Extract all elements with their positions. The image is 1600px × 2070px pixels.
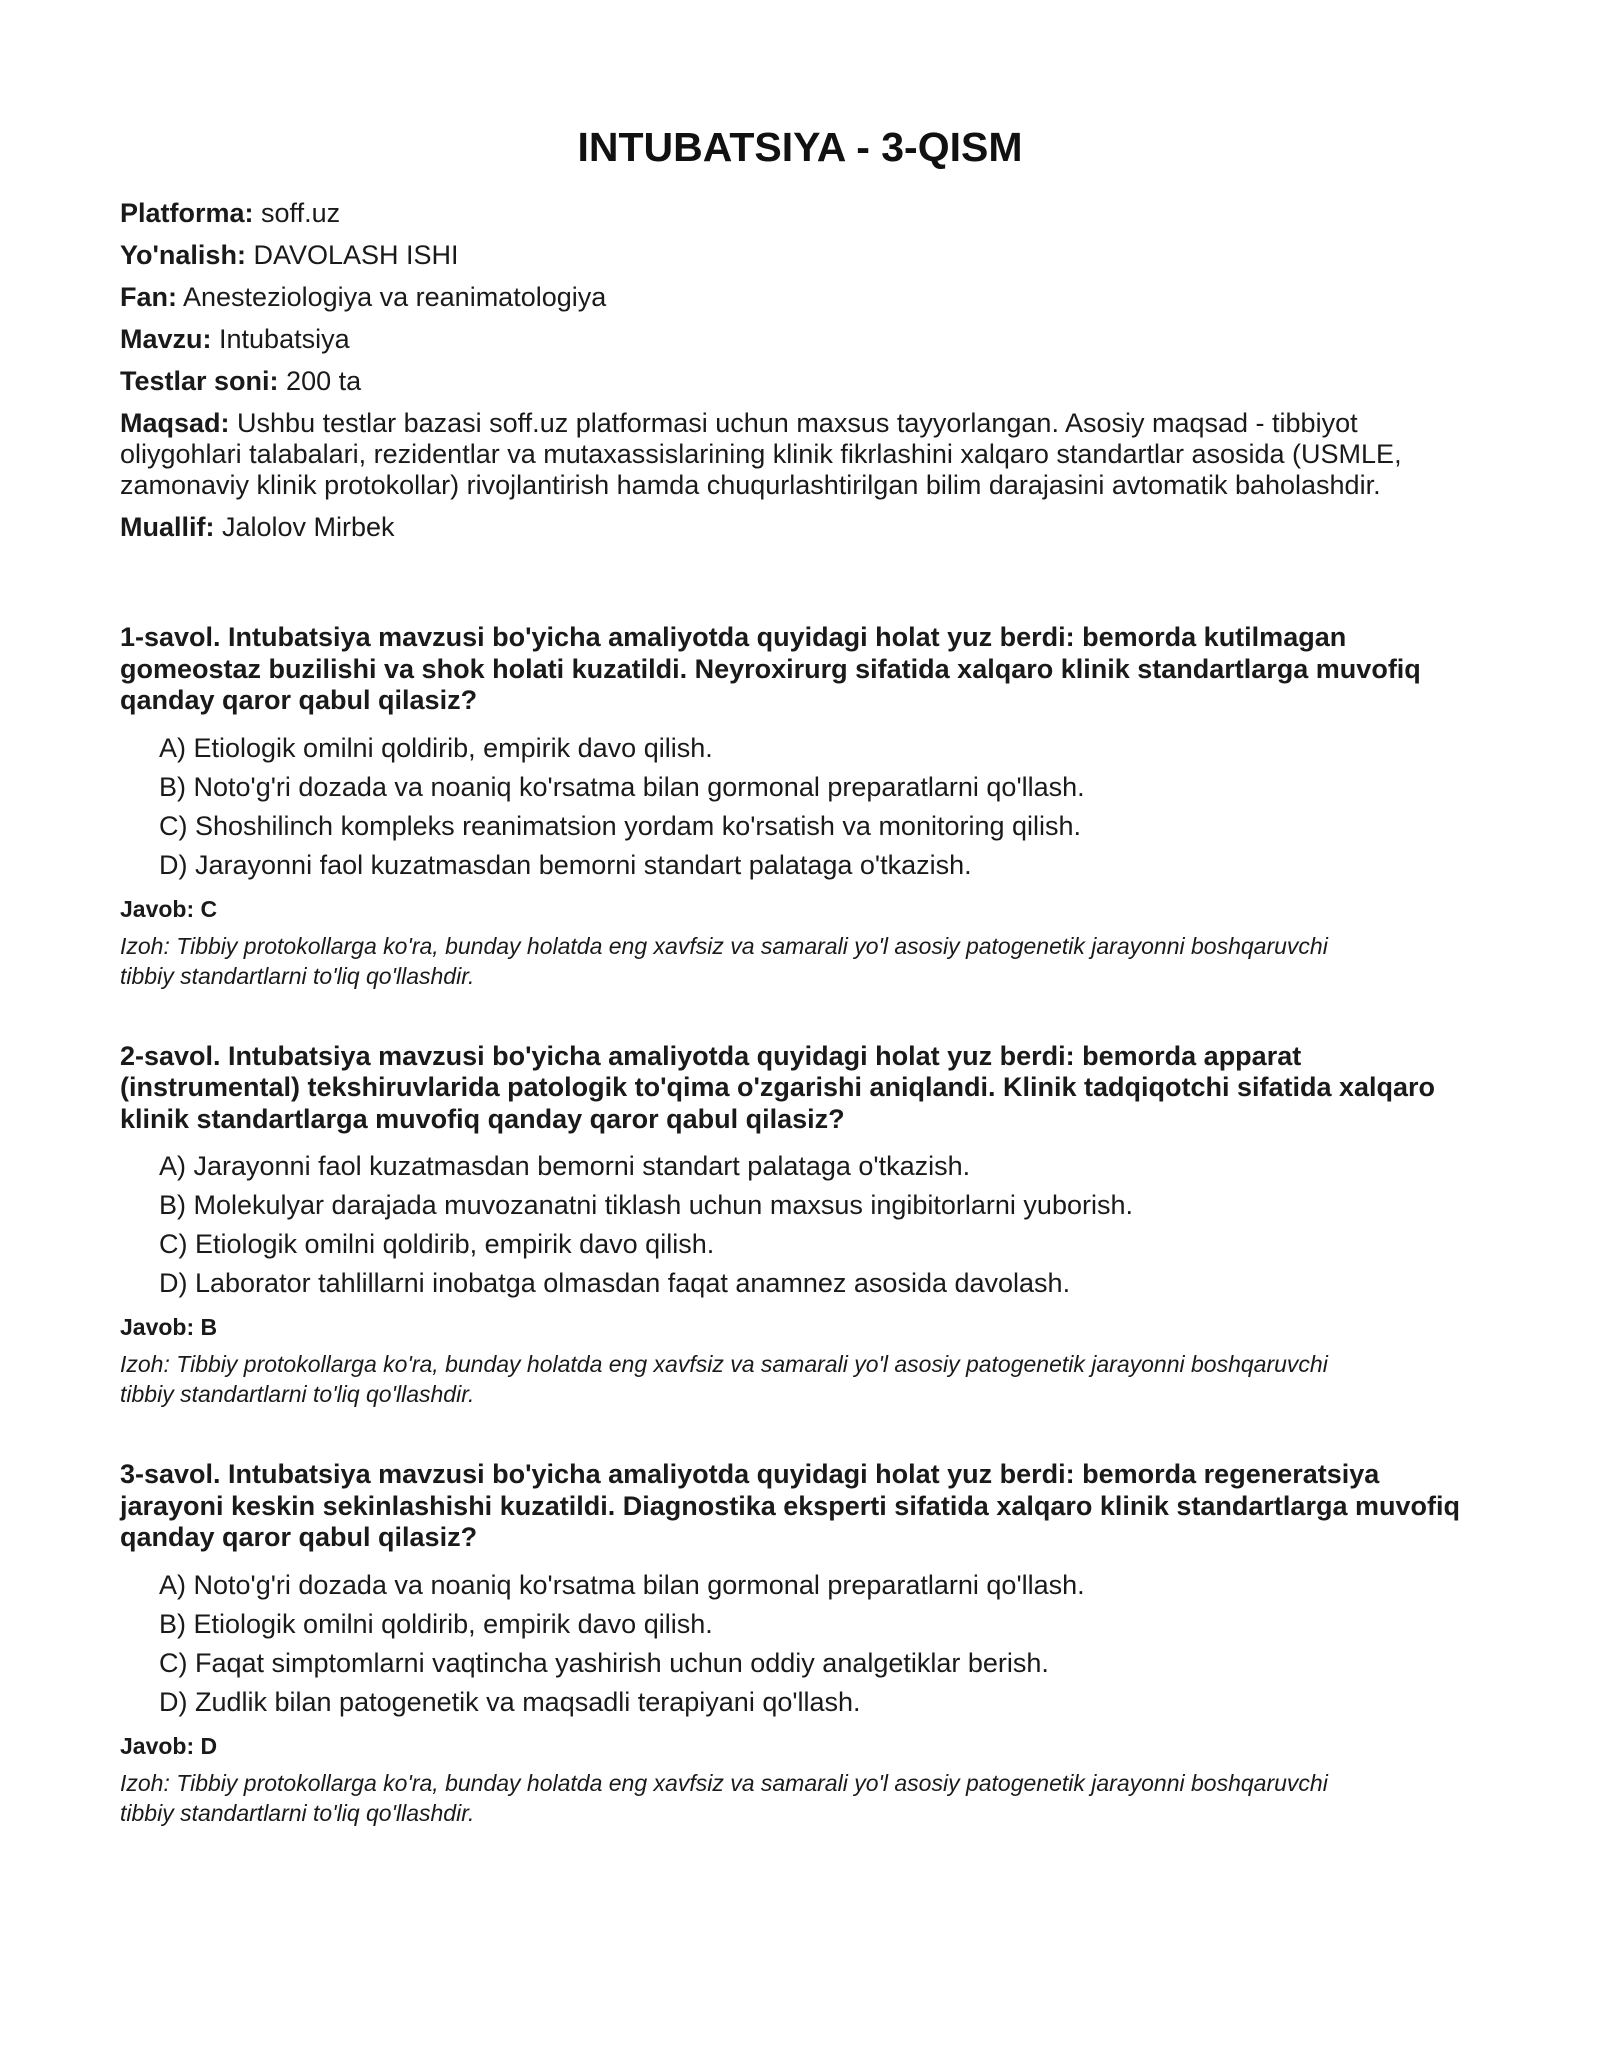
option-d: D) Laborator tahlillarni inobatga olmasdan faqat anamnez asosida davolash. xyxy=(159,1268,1071,1298)
meta-author xyxy=(120,512,1480,543)
question-item xyxy=(120,622,1480,991)
meta-label: Mavzu: xyxy=(120,324,212,354)
question-item xyxy=(120,1041,1480,1410)
option-b: B) Noto'g'ri dozada va noaniq ko'rsatma bilan gormonal preparatlarni qo'llash. xyxy=(159,771,1085,802)
option-d: D) Zudlik bilan patogenetik va maqsadli terapiyani qo'llash. xyxy=(159,1686,861,1717)
meta-topic xyxy=(120,324,1480,355)
meta-value: Ushbu testlar bazasi soff.uz platformasi uchun maxsus tayyorlangan. Asosiy maqsad - tibbiyot oliygohlari talabalari, rezidentlar va mutaxassislarining klinik fikrlashini xalqaro standartlar asosida (USMLE, zamonaviy klinik protokollar) rivojlantirish hamda chuqurlashtirilgan bilim darajasini avtomatik baholashdir. xyxy=(120,408,1402,500)
explanation-note: Izoh: Tibbiy protokollarga ko'ra, bunday holatda eng xavfsiz va samarali yo'l asosiy patogenetik jarayonni boshqaruvchi tibbiy standartlarni to'liq qo'llashdir. xyxy=(120,932,1328,989)
meta-label: Yo'nalish: xyxy=(120,240,246,270)
meta-value: Intubatsiya xyxy=(211,324,350,354)
option-a: A) Etiologik omilni qoldirib, empirik davo qilish. xyxy=(159,732,713,763)
option-a: A) Noto'g'ri dozada va noaniq ko'rsatma bilan gormonal preparatlarni qo'llash. xyxy=(159,1569,1085,1600)
answer-label: Javob: B xyxy=(120,1314,218,1340)
meta-label: Fan: xyxy=(120,282,177,312)
meta-label: Maqsad: xyxy=(120,408,230,438)
meta-value: Jalolov Mirbek xyxy=(214,512,395,542)
explanation-note: Izoh: Tibbiy protokollarga ko'ra, bunday holatda eng xavfsiz va samarali yo'l asosiy patogenetik jarayonni boshqaruvchi tibbiy standartlarni to'liq qo'llashdir. xyxy=(120,1769,1328,1826)
meta-value: soff.uz xyxy=(253,198,341,228)
option-d: D) Jarayonni faol kuzatmasdan bemorni standart palataga o'tkazish. xyxy=(159,849,972,880)
meta-platform xyxy=(120,198,1480,229)
meta-subject xyxy=(120,282,1480,313)
option-list xyxy=(120,1151,1480,1299)
option-c: C) Shoshilinch kompleks reanimatsion yordam ko'rsatish va monitoring qilish. xyxy=(159,810,1082,841)
option-c: C) Faqat simptomlarni vaqtincha yashirish uchun oddiy analgetiklar berish. xyxy=(159,1647,1049,1678)
answer-label: Javob: D xyxy=(120,1732,218,1759)
question-text: 3-savol. Intubatsiya mavzusi bo'yicha amaliyotda quyidagi holat yuz berdi: bemorda regeneratsiya jarayoni keskin sekinlashishi kuzatildi. Diagnostika eksperti sifatida xalqaro klinik standartlarga muvofiq qanday qaror qabul qilasiz? xyxy=(120,1459,1460,1552)
option-b: B) Molekulyar darajada muvozanatni tiklash uchun maxsus ingibitorlarni yuborish. xyxy=(159,1190,1133,1220)
meta-value: DAVOLASH ISHI xyxy=(245,240,459,270)
answer-label: Javob: C xyxy=(120,895,218,922)
explanation-note: Izoh: Tibbiy protokollarga ko'ra, bunday holatda eng xavfsiz va samarali yo'l asosiy patogenetik jarayonni boshqaruvchi tibbiy standartlarni to'liq qo'llashdir. xyxy=(120,1351,1328,1407)
meta-value: Anesteziologiya va reanimatologiya xyxy=(177,282,607,312)
meta-value: 200 ta xyxy=(278,366,362,396)
meta-label: Testlar soni: xyxy=(120,366,279,396)
question-item xyxy=(120,1459,1480,1828)
question-list xyxy=(120,622,1480,1828)
option-c: C) Etiologik omilni qoldirib, empirik davo qilish. xyxy=(159,1229,715,1259)
question-text: 1-savol. Intubatsiya mavzusi bo'yicha amaliyotda quyidagi holat yuz berdi: bemorda kutilmagan gomeostaz buzilishi va shok holati kuzatildi. Neyroxirurg sifatida xalqaro klinik standartlarga muvofiq qanday qaror qabul qilasiz? xyxy=(120,622,1421,715)
option-list xyxy=(120,733,1480,881)
meta-direction xyxy=(120,240,1480,271)
option-b: B) Etiologik omilni qoldirib, empirik davo qilish. xyxy=(159,1608,713,1639)
option-a: A) Jarayonni faol kuzatmasdan bemorni standart palataga o'tkazish. xyxy=(159,1151,971,1181)
meta-purpose xyxy=(120,408,1480,501)
document-title: INTUBATSIYA - 3-QISM xyxy=(577,124,1023,170)
metadata-block xyxy=(120,198,1480,543)
option-list xyxy=(120,1570,1480,1718)
question-text: 2-savol. Intubatsiya mavzusi bo'yicha amaliyotda quyidagi holat yuz berdi: bemorda apparat (instrumental) tekshiruvlarida patologik to'qima o'zgarishi aniqlandi. Klinik tadqiqotchi sifatida xalqaro klinik standartlarga muvofiq qanday qaror qabul qilasiz? xyxy=(120,1040,1436,1134)
meta-label: Muallif: xyxy=(120,512,215,542)
meta-test-count xyxy=(120,366,1480,397)
meta-label: Platforma: xyxy=(120,198,254,228)
document-page xyxy=(120,0,1480,1878)
